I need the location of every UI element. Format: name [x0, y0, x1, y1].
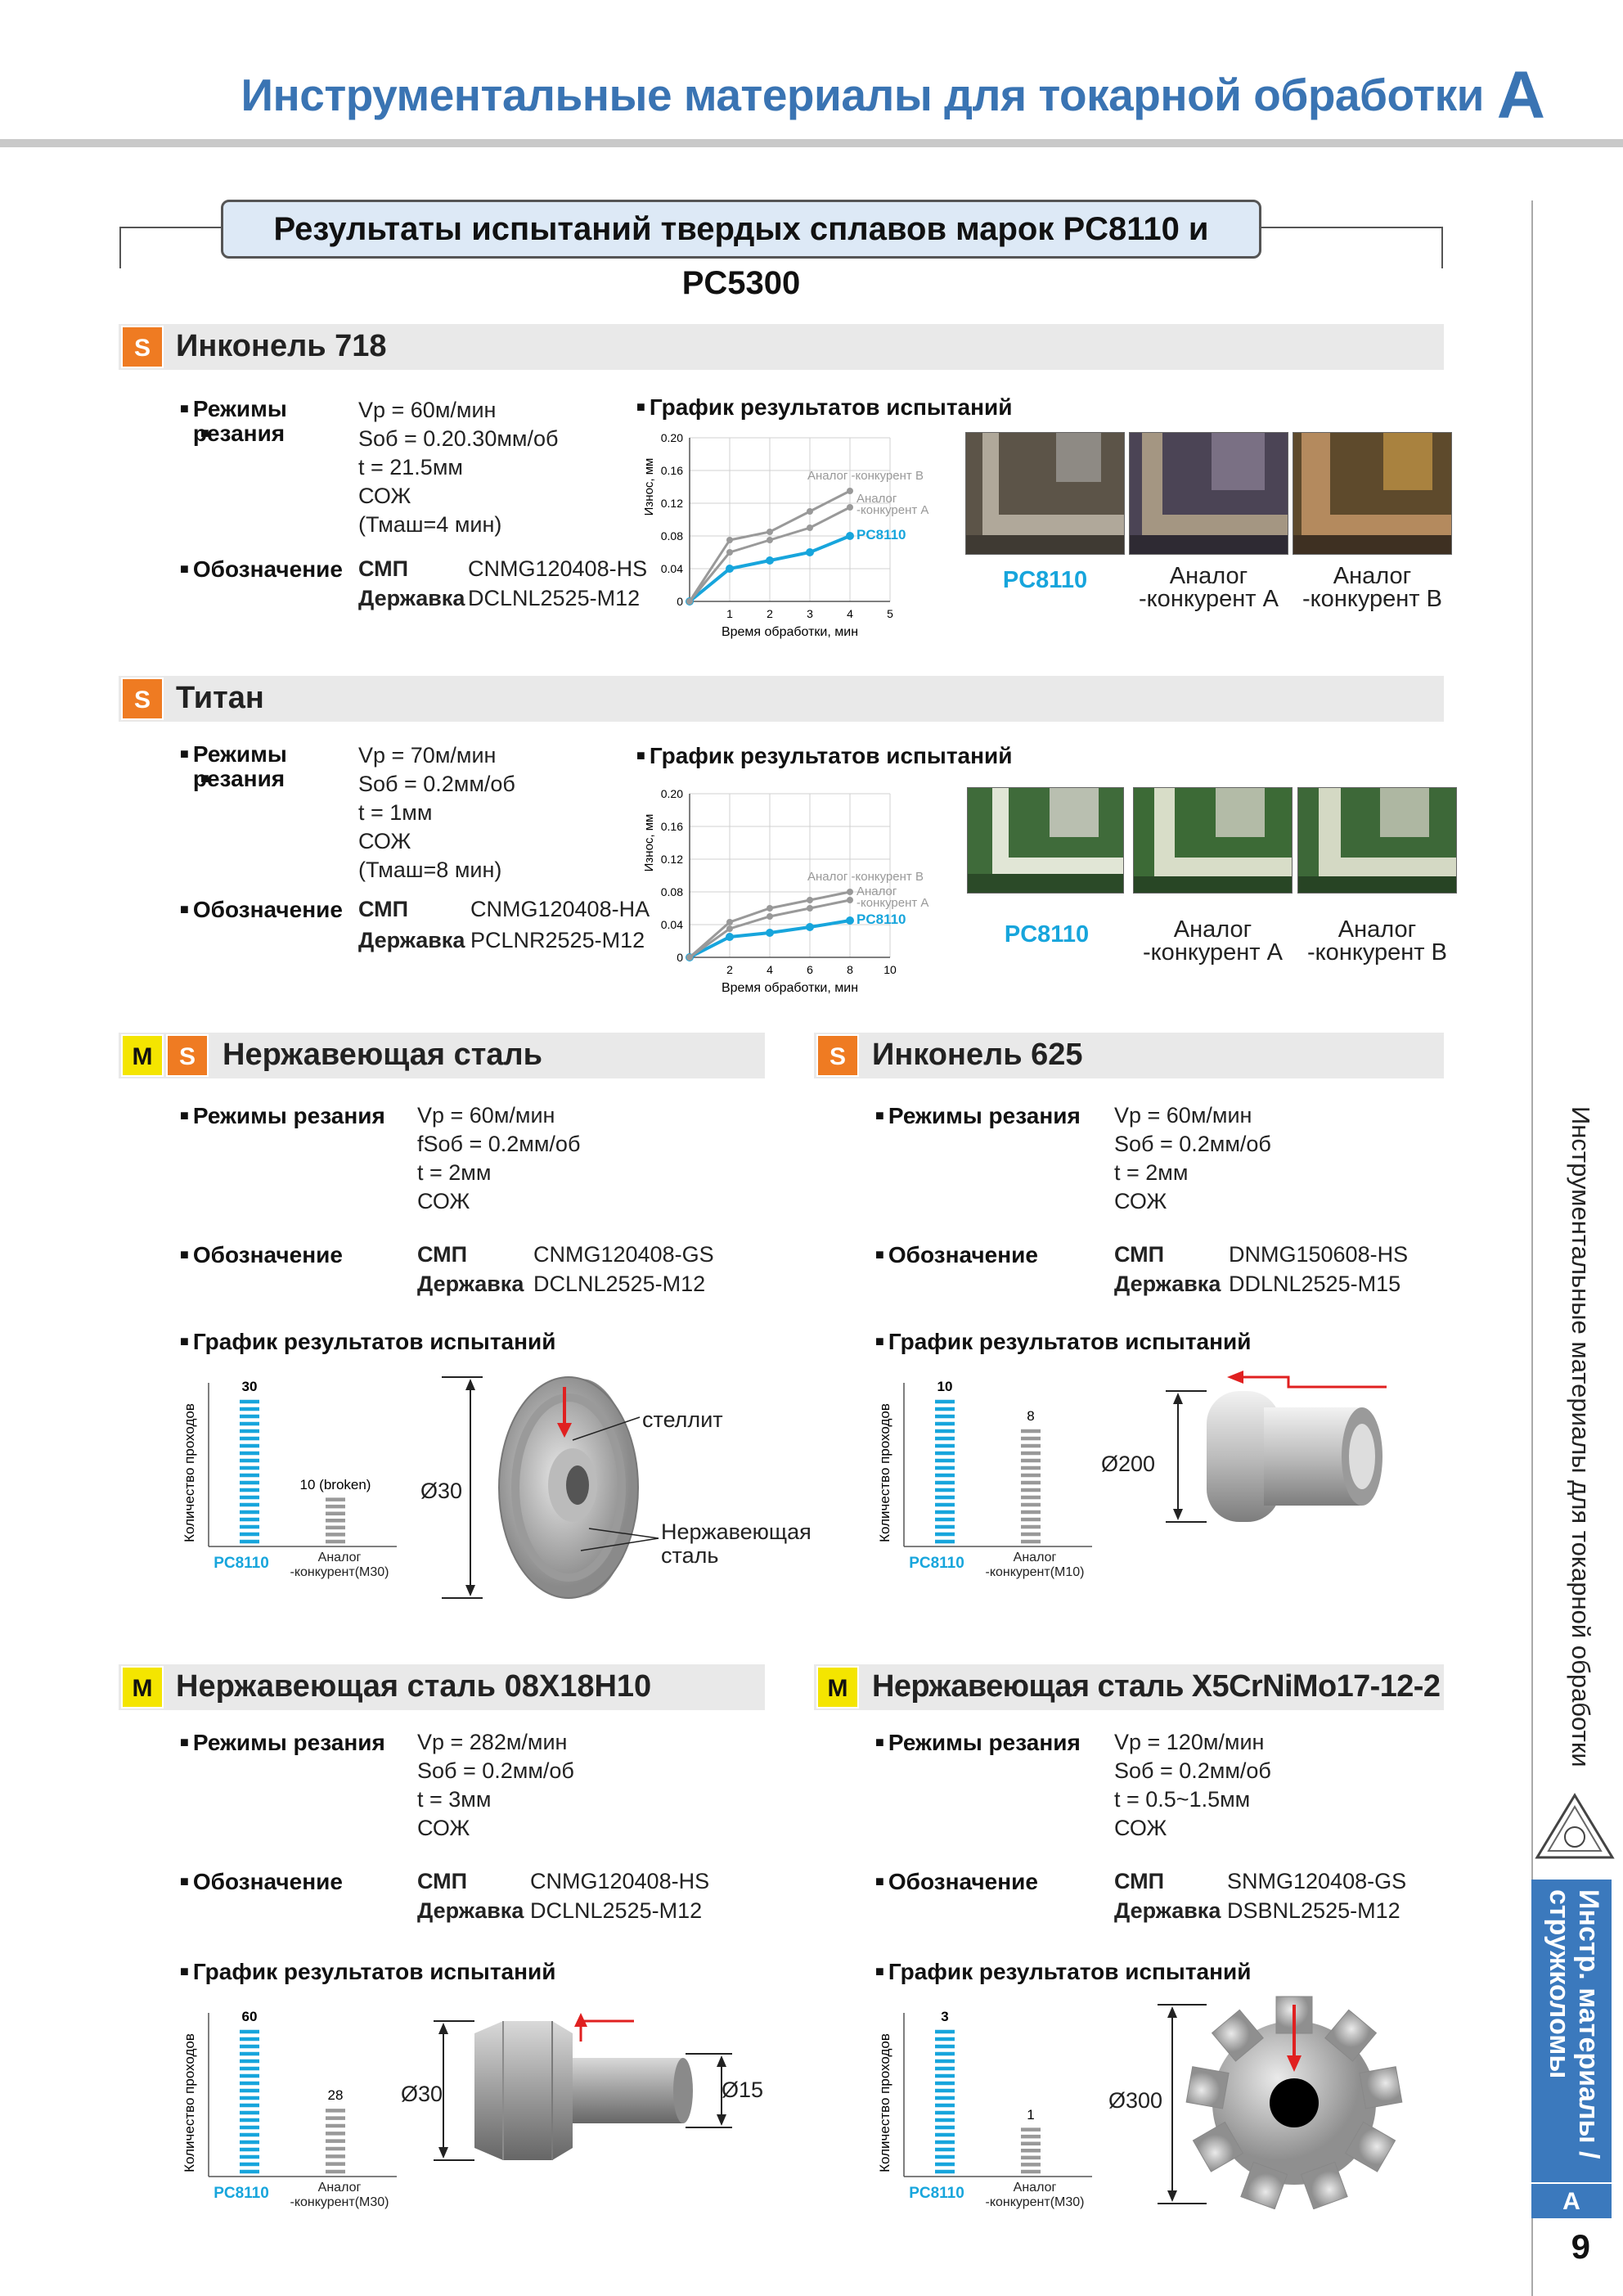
designation-label: ■ Обозначение: [180, 556, 343, 583]
x-tick-label: 6: [807, 963, 813, 976]
sidebar-text: Инструментальные материалы для токарной обработки: [1567, 1106, 1595, 1767]
passes-chart-inconel625: [871, 1366, 1108, 1596]
data-point: [807, 508, 813, 515]
holder-label: Державка: [358, 586, 465, 610]
x-tick-label: 5: [887, 607, 893, 620]
data-point: [846, 916, 854, 925]
graph-label: ■ График результатов испытаний: [636, 743, 1012, 769]
series-label: Аналог: [856, 492, 897, 506]
y-tick-label: 0.12: [660, 497, 683, 510]
sidebar-tab-letter: A: [1531, 2182, 1612, 2218]
series-label: -конкурент A: [856, 896, 929, 910]
passes-chart-x5cr: [871, 1997, 1108, 2230]
data-point: [846, 532, 854, 540]
data-point: [807, 905, 813, 912]
y-tick-label: 0: [677, 951, 683, 964]
data-point: [726, 565, 734, 573]
photo-caption-competitor-a: Аналог -конкурент A: [1143, 916, 1283, 966]
holder-label: Державка: [417, 1272, 524, 1296]
category-label: PC8110: [214, 2185, 269, 2202]
holder-label: Державка: [417, 1898, 524, 1923]
data-point: [726, 549, 733, 556]
data-point: [807, 897, 813, 903]
annotation-leaders: [564, 1407, 679, 1555]
section-title: Нержавеющая сталь: [223, 1038, 543, 1072]
sidebar-tab[interactable]: [1531, 1880, 1612, 2182]
mode-depth: t = 3мм: [417, 1787, 492, 1812]
x-tick-label: 4: [847, 607, 853, 620]
photo-caption-competitor-a: Аналог -конкурент A: [1139, 563, 1279, 612]
x-axis-title: Время обработки, мин: [721, 981, 859, 995]
y-tick-label: 0.20: [660, 787, 683, 800]
smp-label: СМП: [417, 1869, 468, 1893]
smp-label: СМП: [1114, 1242, 1165, 1267]
series-label: Аналог -конкурент B: [807, 870, 924, 884]
category-label: -конкурент(M10): [985, 1565, 1085, 1579]
mode-time: (Тмаш=4 мин): [358, 512, 502, 537]
holder-value: DCLNL2525-M12: [533, 1272, 706, 1296]
y-axis-title: Износ, мм: [642, 457, 656, 516]
section-letter: A: [1496, 58, 1545, 133]
wear-photo-competitor-b: [1293, 432, 1452, 555]
y-tick-label: 0.16: [660, 464, 683, 477]
section-title: Инконель 625: [872, 1038, 1083, 1072]
modes-label-2: ■ резания: [200, 421, 305, 447]
data-point: [847, 504, 853, 511]
data-point: [847, 889, 853, 895]
series-label: -конкурент A: [856, 503, 929, 517]
wear-chart-titan: [636, 777, 964, 998]
sidebar-tab-label: [1544, 1889, 1603, 2159]
mode-speed: Vр = 282м/мин: [417, 1730, 568, 1754]
data-point: [767, 529, 773, 535]
material-tag: M: [121, 1666, 164, 1708]
mode-coolant: СОЖ: [417, 1816, 470, 1840]
material-tag-s: S: [166, 1034, 209, 1077]
modes-values: [1114, 1728, 1271, 1843]
mode-speed: Vр = 60м/мин: [417, 1103, 555, 1128]
smp-value: CNMG120408-GS: [533, 1242, 714, 1267]
material-tag-m: M: [121, 1034, 164, 1077]
holder-label: Державка: [1114, 1272, 1221, 1296]
dimension-label: Ø200: [1101, 1452, 1156, 1476]
smp-label: СМП: [358, 897, 409, 921]
modes-label: ■ Режимы резания: [875, 1103, 1081, 1129]
holder-value: DDLNL2525-M15: [1229, 1272, 1401, 1296]
y-tick-label: 0.20: [660, 431, 683, 444]
x-tick-label: 10: [883, 963, 897, 976]
photo-caption-pc8110: PC8110: [1002, 567, 1088, 593]
y-tick-label: 0: [677, 595, 683, 608]
modes-label: ■ Режимы: [180, 396, 287, 422]
data-point: [767, 905, 773, 912]
y-tick-label: 0.08: [660, 885, 683, 898]
workpiece-cylinder: [1141, 1362, 1387, 1534]
page-title: Инструментальные материалы для токарной обработки: [241, 70, 1484, 120]
y-tick-label: 0.04: [660, 562, 683, 575]
holder-value: PCLNR2525-M12: [470, 928, 645, 952]
smp-label: СМП: [358, 556, 409, 581]
x-axis-title: Время обработки, мин: [721, 625, 859, 639]
mode-feed: Sоб = 0.20.30мм/об: [358, 426, 559, 451]
series-label: Аналог: [856, 885, 897, 898]
material-tag: S: [816, 1034, 859, 1077]
mode-feed: Sоб = 0.2мм/об: [1114, 1758, 1271, 1783]
wear-photo-pc8110: [967, 787, 1124, 894]
y-axis-title: Количество проходов: [877, 2033, 892, 2172]
x-tick-label: 2: [767, 607, 773, 620]
mode-depth: t = 21.5мм: [358, 455, 463, 479]
bar-value-label: 3: [941, 2009, 949, 2024]
designation-label: ■ Обозначение: [875, 1869, 1038, 1895]
annotation-stainless: Нержавеющая сталь: [661, 1519, 812, 1568]
section-title: Титан: [176, 681, 264, 715]
designation-label: ■ Обозначение: [875, 1242, 1038, 1268]
mode-feed: fSоб = 0.2мм/об: [417, 1132, 581, 1156]
y-axis-title: Износ, мм: [642, 813, 656, 872]
category-label: -конкурент(M30): [290, 1565, 389, 1579]
y-tick-label: 0.08: [660, 529, 683, 542]
x-tick-label: 2: [726, 963, 733, 976]
subtitle: Результаты испытаний твердых сплавов марок PC8110 и PC5300: [221, 200, 1261, 259]
smp-value: CNMG120408-HS: [468, 556, 648, 581]
mode-coolant: СОЖ: [1114, 1189, 1167, 1213]
designation-label: ■ Обозначение: [180, 897, 343, 923]
category-label: PC8110: [214, 1555, 269, 1572]
dimension-label: Ø30: [420, 1479, 463, 1503]
material-tag: S: [121, 678, 164, 720]
x-tick-label: 3: [807, 607, 813, 620]
section-header-titan: [119, 676, 1444, 722]
passes-chart-08x18: [176, 1997, 413, 2230]
bar-value-label: 8: [1027, 1408, 1035, 1424]
bar-value-label: 10 (broken): [299, 1477, 371, 1492]
designation-label: ■ Обозначение: [180, 1242, 343, 1268]
mode-depth: t = 0.5~1.5мм: [1114, 1787, 1251, 1812]
data-point: [766, 929, 774, 937]
data-point: [726, 537, 733, 543]
holder-label: Державка: [358, 928, 465, 952]
y-tick-label: 0.04: [660, 918, 683, 931]
mode-coolant: СОЖ: [358, 829, 411, 853]
triangle-insert-icon: [1534, 1792, 1616, 1862]
series-label: Аналог -конкурент B: [807, 469, 924, 483]
modes-values: [358, 741, 515, 885]
holder-value: DCLNL2525-M12: [530, 1898, 703, 1923]
mode-speed: Vр = 60м/мин: [1114, 1103, 1252, 1128]
series-label: PC8110: [856, 527, 906, 542]
smp-label: СМП: [1114, 1869, 1165, 1893]
mode-speed: Vр = 70м/мин: [358, 743, 497, 768]
photo-caption-competitor-b: Аналог -конкурент B: [1307, 916, 1447, 966]
smp-value: SNMG120408-GS: [1227, 1869, 1407, 1893]
section-title: Инконель 718: [176, 329, 387, 363]
graph-label: ■ График результатов испытаний: [636, 394, 1012, 421]
holder-value: DSBNL2525-M12: [1227, 1898, 1400, 1923]
category-label: -конкурент(M30): [985, 2195, 1085, 2209]
graph-label: ■ График результатов испытаний: [180, 1959, 555, 1985]
graph-label: ■ График результатов испытаний: [180, 1329, 555, 1355]
dimension-label: Ø300: [1108, 2088, 1163, 2113]
photo-caption-competitor-b: Аналог -конкурент B: [1302, 563, 1442, 612]
graph-label: ■ График результатов испытаний: [875, 1329, 1251, 1355]
smp-value: CNMG120408-HA: [470, 897, 650, 921]
graph-label: ■ График результатов испытаний: [875, 1959, 1251, 1985]
data-point: [847, 897, 853, 903]
modes-label: ■ Режимы резания: [875, 1730, 1081, 1756]
modes-values: [358, 396, 558, 539]
wear-photo-competitor-a: [1133, 787, 1293, 894]
section-title: Нержавеющая сталь X5CrNiMo17-12-2: [872, 1669, 1441, 1704]
mode-depth: t = 2мм: [1114, 1160, 1189, 1185]
category-label: Аналог: [1013, 1551, 1057, 1564]
modes-label: ■ Режимы: [180, 741, 287, 768]
annotation-stellite: стеллит: [642, 1407, 723, 1432]
modes-values: [417, 1101, 580, 1216]
modes-label-2: ■ резания: [200, 766, 305, 792]
smp-label: СМП: [417, 1242, 468, 1267]
data-point: [806, 923, 814, 931]
wear-chart-inconel718: [636, 421, 964, 642]
photo-caption-pc8110: PC8110: [1004, 921, 1090, 948]
sidebar-tab-line-2: стружколомы: [1544, 1889, 1575, 2079]
bar-value-label: 60: [241, 2009, 258, 2024]
y-axis-title: Количество проходов: [182, 1403, 197, 1542]
mode-coolant: СОЖ: [417, 1189, 470, 1213]
modes-label: ■ Режимы резания: [180, 1730, 385, 1756]
y-tick-label: 0.16: [660, 820, 683, 833]
mode-coolant: СОЖ: [358, 484, 411, 508]
modes-label: ■ Режимы резания: [180, 1103, 385, 1129]
wear-photo-competitor-a: [1129, 432, 1288, 555]
holder-label: Державка: [1114, 1898, 1221, 1923]
mode-speed: Vр = 120м/мин: [1114, 1730, 1265, 1754]
category-label: Аналог: [317, 2181, 362, 2195]
mode-depth: t = 1мм: [358, 800, 433, 825]
data-point: [726, 925, 733, 932]
header-rule: [0, 139, 1623, 147]
data-point: [766, 556, 774, 565]
mode-feed: Sоб = 0.2мм/об: [358, 772, 515, 796]
bar-value-label: 1: [1027, 2107, 1035, 2123]
section-title: Нержавеющая сталь 08Х18Н10: [176, 1669, 652, 1704]
mode-speed: Vр = 60м/мин: [358, 398, 497, 422]
data-point: [847, 488, 853, 494]
bar-value-label: 28: [327, 2087, 344, 2103]
workpiece-hex-bolt: [425, 2009, 769, 2172]
x-tick-label: 8: [847, 963, 853, 976]
data-point: [726, 933, 734, 941]
mode-feed: Sоб = 0.2мм/об: [417, 1758, 574, 1783]
mode-depth: t = 2мм: [417, 1160, 492, 1185]
sidebar-tab-line-1: Инстр. материалы /: [1573, 1889, 1604, 2159]
workpiece-gear: [1141, 1988, 1419, 2209]
y-axis-title: Количество проходов: [182, 2033, 197, 2172]
smp-value: DNMG150608-HS: [1229, 1242, 1409, 1267]
mode-feed: Sоб = 0.2мм/об: [1114, 1132, 1271, 1156]
category-label: PC8110: [909, 1555, 964, 1572]
data-point: [726, 919, 733, 925]
y-axis-title: Количество проходов: [877, 1403, 892, 1542]
data-point: [686, 954, 693, 961]
dimension-label-2: Ø15: [722, 2078, 764, 2102]
bar-value-label: 10: [937, 1379, 953, 1394]
x-tick-label: 1: [726, 607, 733, 620]
series-label: PC8110: [856, 912, 906, 927]
mode-time: (Тмаш=8 мин): [358, 858, 502, 882]
passes-chart-stainless: [176, 1366, 413, 1596]
wear-photo-competitor-b: [1297, 787, 1457, 894]
holder-value: DCLNL2525-M12: [468, 586, 641, 610]
category-label: Аналог: [317, 1551, 362, 1564]
data-point: [806, 548, 814, 556]
material-tag: S: [121, 326, 164, 368]
data-point: [807, 524, 813, 531]
modes-values: [417, 1728, 574, 1843]
x-tick-label: 4: [767, 963, 773, 976]
smp-value: CNMG120408-HS: [530, 1869, 710, 1893]
designation-label: ■ Обозначение: [180, 1869, 343, 1895]
modes-values: [1114, 1101, 1271, 1216]
category-label: -конкурент(M30): [290, 2195, 389, 2209]
data-point: [686, 598, 693, 605]
category-label: PC8110: [909, 2185, 964, 2202]
material-tag: M: [816, 1666, 859, 1708]
bar-value-label: 30: [241, 1379, 258, 1394]
data-point: [767, 537, 773, 543]
mode-coolant: СОЖ: [1114, 1816, 1167, 1840]
data-point: [767, 913, 773, 920]
y-tick-label: 0.12: [660, 853, 683, 866]
category-label: Аналог: [1013, 2181, 1057, 2195]
dimension-label-1: Ø30: [401, 2082, 443, 2106]
wear-photo-pc8110: [965, 432, 1125, 555]
page-number: 9: [1571, 2227, 1590, 2266]
